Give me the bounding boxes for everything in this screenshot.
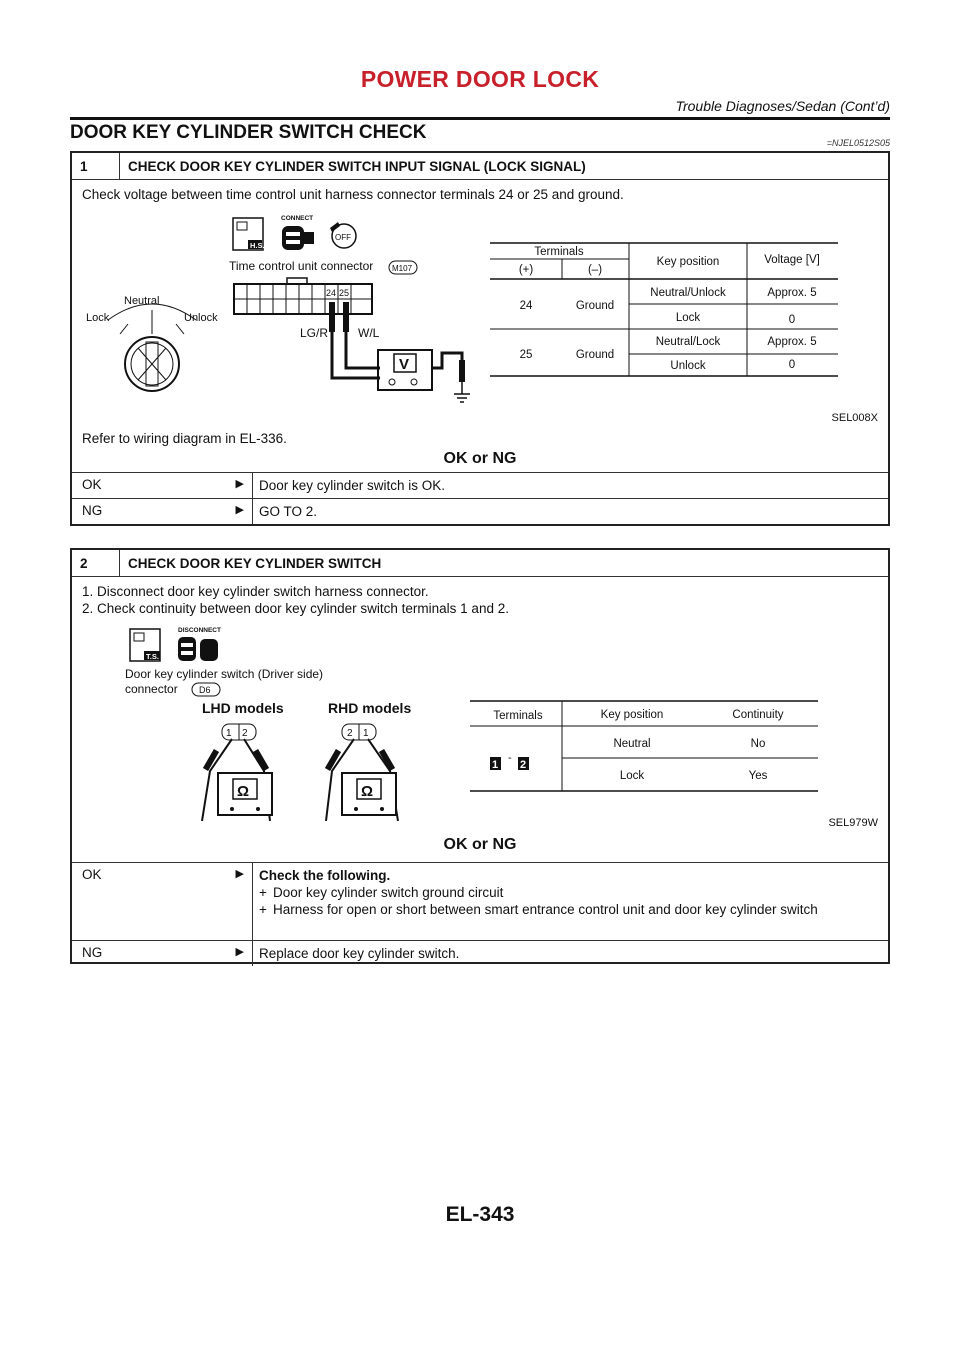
page-number: EL-343 <box>445 1203 515 1226</box>
connector-plug-icon <box>282 226 314 250</box>
vt-h-plus: (+) <box>518 264 534 276</box>
ignition-key-icon <box>330 222 356 248</box>
vt-r2a-key: Neutral/Lock <box>655 336 721 348</box>
step2-ok-bullet-1-text: Door key cylinder switch ground circuit <box>273 885 504 900</box>
step2-figure-ref: SEL979W <box>828 817 878 829</box>
step2-okng: OK or NG <box>443 836 517 853</box>
step1-diagram <box>72 208 888 413</box>
step2-ng-row <box>72 940 888 966</box>
tcu-connector-block <box>234 278 372 314</box>
step1-ng-row <box>72 498 888 524</box>
step2-ok-label: OK <box>82 867 102 882</box>
step1-ng-value: GO TO 2. <box>252 499 888 524</box>
vt-r1-minus: Ground <box>575 300 615 312</box>
vt-r1a-v: Approx. 5 <box>767 287 817 299</box>
step1-ng-key <box>72 499 252 524</box>
key-cylinder-icon <box>108 304 196 391</box>
arrow-icon: ▶ <box>235 868 244 880</box>
vt-h-terminals: Terminals <box>534 246 584 258</box>
step1-header <box>72 153 888 179</box>
bullet-icon: + <box>259 885 267 900</box>
step1-ok-key <box>72 473 252 498</box>
ct-h-key: Key position <box>600 709 664 721</box>
step2-ok-bullet-2-text: Harness for open or short between smart entrance control unit and door key cylinder switch <box>273 902 818 917</box>
pin-24-label: 24 <box>326 288 337 298</box>
lhd-pin-1: 1 <box>226 728 232 739</box>
rhd-pin-2: 2 <box>347 728 353 739</box>
tcu-connector-label: Time control unit connector <box>229 259 374 273</box>
vt-r2b-key: Unlock <box>670 360 706 372</box>
vt-r1b-key: Lock <box>675 312 701 324</box>
vt-r2b-v: 0 <box>788 359 796 371</box>
step2-ng-value: Replace door key cylinder switch. <box>252 941 888 966</box>
ct-r2-key: Lock <box>619 770 645 782</box>
pin-25-label: 25 <box>339 288 350 298</box>
wire-wl-label: W/L <box>358 326 380 340</box>
lhd-label: LHD models <box>202 700 284 716</box>
vt-r1b-v: 0 <box>788 314 796 326</box>
step2-title: CHECK DOOR KEY CYLINDER SWITCH <box>128 555 382 571</box>
ct-r1-key: Neutral <box>613 738 651 750</box>
step2-ng-label: NG <box>82 945 103 960</box>
pos-neutral-label: Neutral <box>124 295 160 307</box>
hs-label: H.S. <box>250 241 265 250</box>
arrow-icon: ▶ <box>235 478 244 490</box>
step1-okng: OK or NG <box>443 450 517 467</box>
wire-lgr-label: LG/R <box>300 326 329 340</box>
lhd-ohm-label: Ω <box>237 783 250 800</box>
ct-h-terminals: Terminals <box>493 710 543 722</box>
ts-label: T.S. <box>146 652 159 661</box>
vt-h-key: Key position <box>656 256 720 268</box>
arrow-icon: ▶ <box>235 946 244 958</box>
step2-ok-key <box>72 863 252 940</box>
pos-unlock-label: Unlock <box>184 312 218 324</box>
step1-box <box>70 151 890 526</box>
step1-title: CHECK DOOR KEY CYLINDER SWITCH INPUT SIGNAL (LOCK SIGNAL) <box>128 158 586 174</box>
tcu-connector-id: M107 <box>392 264 413 273</box>
vt-r2a-v: Approx. 5 <box>767 336 817 348</box>
step2-ok-value <box>252 863 888 940</box>
ct-r2-cont: Yes <box>748 770 768 782</box>
step2-diagram <box>72 621 888 821</box>
step1-ng-label: NG <box>82 503 103 518</box>
step2-okng-row <box>72 836 888 862</box>
step2-body <box>72 576 888 834</box>
vt-h-voltage: Voltage [V] <box>764 254 820 266</box>
probe-lines <box>329 302 470 402</box>
lhd-pin-2: 2 <box>242 728 248 739</box>
step1-body <box>72 179 888 450</box>
section-code: =NJEL0512S05 <box>826 138 890 148</box>
page-header-subtitle: Trouble Diagnoses/Sedan (Cont’d) <box>675 98 890 114</box>
ct-r1-cont: No <box>750 738 766 750</box>
step1-figure-ref: SEL008X <box>831 412 878 424</box>
pos-lock-label: Lock <box>86 312 110 324</box>
step1-refer: Refer to wiring diagram in EL-336. <box>82 431 287 446</box>
step2-instruction-1: 1. Disconnect door key cylinder switch harness connector. <box>82 584 429 599</box>
step2-box <box>70 548 890 964</box>
ct-h-cont: Continuity <box>732 709 784 721</box>
step2-header <box>72 550 888 576</box>
step2-ok-bullet-2 <box>259 901 882 918</box>
ct-term-a: 1 <box>492 759 499 771</box>
step2-number: 2 <box>72 550 120 576</box>
step2-ok-row <box>72 862 888 940</box>
ct-term-sep: - <box>508 752 512 764</box>
step2-ok-bullet-1 <box>259 884 882 901</box>
dk-connector-word: connector <box>125 682 178 696</box>
rhd-ohm-label: Ω <box>361 783 374 800</box>
voltmeter-v-label: V <box>399 356 410 373</box>
vt-r2-minus: Ground <box>575 349 615 361</box>
rhd-pin-1: 1 <box>363 728 369 739</box>
off-label: OFF <box>335 233 351 242</box>
disconnect-label: DISCONNECT <box>178 627 221 634</box>
section-title: DOOR KEY CYLINDER SWITCH CHECK <box>70 122 427 143</box>
terminal-badges <box>490 752 529 771</box>
rhd-label: RHD models <box>328 700 412 716</box>
header-rule <box>70 117 890 120</box>
ct-term-b: 2 <box>520 759 527 771</box>
vt-r2-plus: 25 <box>519 349 533 361</box>
step2-ok-heading: Check the following. <box>259 868 391 883</box>
disconnect-plug-icon <box>178 637 218 661</box>
vt-h-minus: (–) <box>587 264 603 276</box>
step1-ok-row <box>72 472 888 498</box>
dk-connector-label: Door key cylinder switch (Driver side) <box>125 667 324 681</box>
step1-number: 1 <box>72 153 120 179</box>
step1-instruction: Check voltage between time control unit harness connector terminals 24 or 25 and ground. <box>82 187 624 202</box>
step1-okng-row <box>72 450 888 472</box>
connect-label: CONNECT <box>281 215 314 222</box>
dk-connector-id: D6 <box>199 685 211 695</box>
page-header-title: POWER DOOR LOCK <box>360 66 600 92</box>
bullet-icon: + <box>259 902 267 917</box>
arrow-icon: ▶ <box>235 504 244 516</box>
step2-ng-key <box>72 941 252 966</box>
vt-r1a-key: Neutral/Unlock <box>650 287 726 299</box>
step2-instruction-2: 2. Check continuity between door key cylinder switch terminals 1 and 2. <box>82 601 509 616</box>
step1-ok-value: Door key cylinder switch is OK. <box>252 473 888 498</box>
step1-ok-label: OK <box>82 477 102 492</box>
vt-r1-plus: 24 <box>519 300 533 312</box>
